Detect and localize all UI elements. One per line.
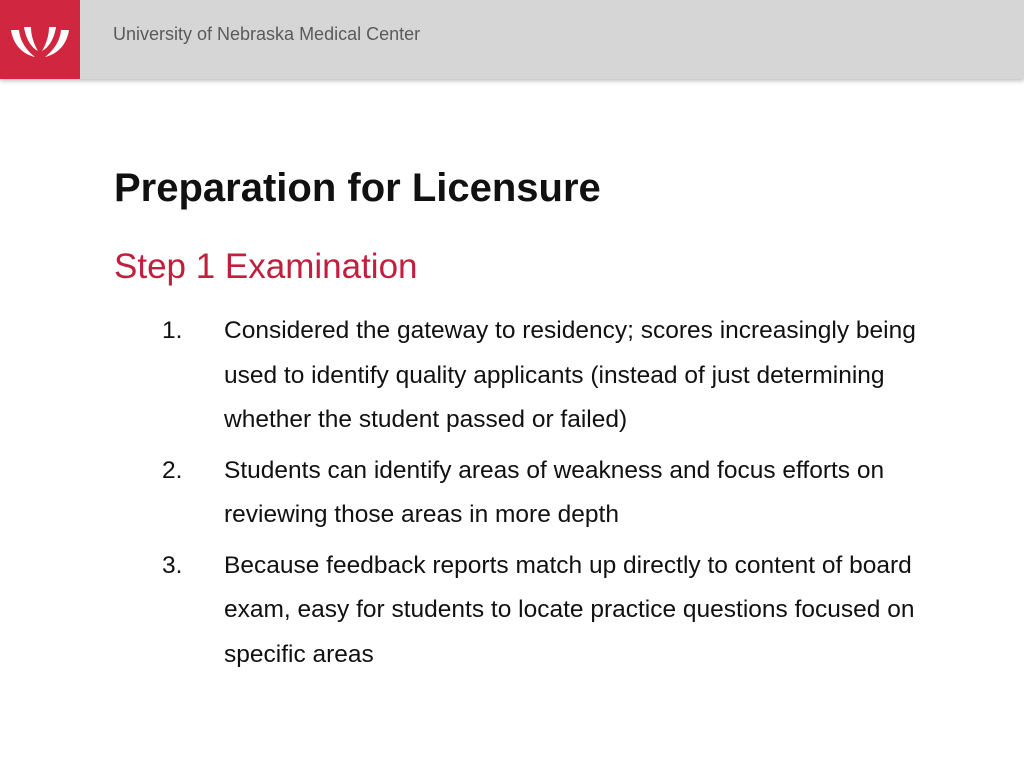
slide-subtitle: Step 1 Examination [114,247,418,286]
list-item-text: Considered the gateway to residency; scores increasingly being used to identify quality applicants (instead of just determining whether the student passed or failed) [224,317,916,433]
header-bar [0,0,1024,79]
org-name: University of Nebraska Medical Center [113,24,421,44]
list-item-text: Because feedback reports match up directly to content of board exam, easy for students to locate practice questions focused on specific areas [224,551,915,668]
list-item-number: 1. [162,317,183,344]
list-item-number: 2. [162,456,183,484]
slide-title: Preparation for Licensure [114,166,601,210]
list-item [162,309,962,443]
unmc-logo-icon [0,0,80,79]
point-list [162,309,962,683]
list-item-number: 3. [162,551,183,579]
list-item [162,449,962,538]
list-item-text: Students can identify areas of weakness and focus efforts on reviewing those areas in more depth [224,456,885,528]
logo [0,0,80,79]
list-item [162,544,962,678]
